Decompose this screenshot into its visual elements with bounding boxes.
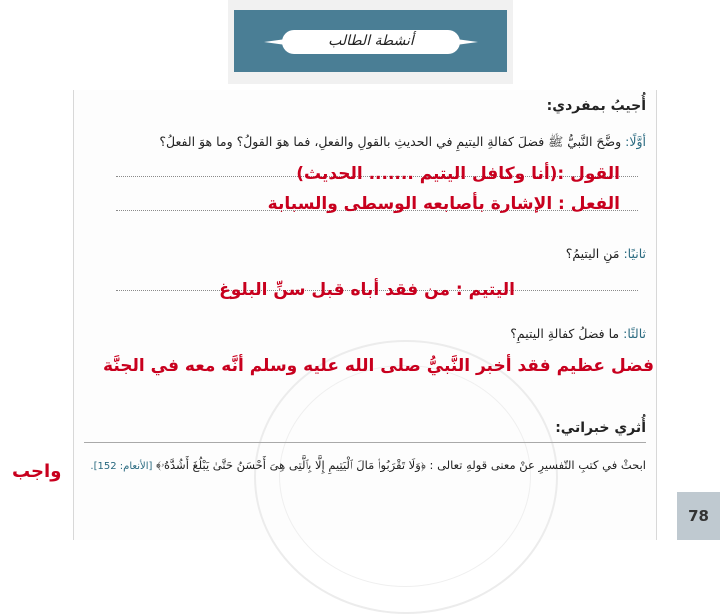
- question-3: [510, 326, 646, 341]
- page-number-box: [677, 492, 720, 540]
- question-3-text: ما فضلُ كفالةِ اليتيمِ؟: [510, 326, 620, 341]
- divider: [84, 442, 646, 443]
- answer-1-action: الفعل : الإشارة بأصابعه الوسطى والسبابة: [267, 194, 620, 214]
- watermark-seal-inner: [279, 365, 531, 587]
- question-1: [159, 134, 646, 153]
- question-2-text: مَنِ اليتيمُ؟: [565, 246, 620, 261]
- page-number: 78: [688, 507, 709, 525]
- answer-3-virtue: فضل عظيم فقد أخبر النَّبيُّ صلى الله عليه وسلم أنَّه معه في الجنَّة: [103, 356, 654, 376]
- question-2: [566, 246, 646, 261]
- question-1-text: وضَّحَ النَّبيُّ ﷺ فضلَ كفالةِ اليتيمِ في الحديثِ بالقولِ والفعلِ، فما هوَ القولُ؟ وما هوَ الفعلُ؟: [159, 134, 622, 149]
- homework-label: واجب: [12, 461, 62, 482]
- question-1-number: أوَّلًا:: [625, 134, 646, 149]
- enrich-task: [90, 458, 646, 473]
- enrich-task-text: ابحثْ في كتبِ التّفسيرِ عنْ معنى قولهِ تعالى : ﴿وَلَا تَقْرَبُوا۟ مَالَ ٱلْيَتِيمِ إِلَّا بِٱلَّتِى هِىَ أَحْسَنُ حَتَّىٰ يَبْلُغَ أَشُدَّهُۥ﴾: [156, 458, 646, 472]
- answer-2-orphan: اليتيم : من فقد أباه قبل سنِّ البلوغ: [219, 280, 515, 300]
- activity-banner: [228, 0, 513, 84]
- banner-pill: [282, 30, 460, 54]
- answer-1-saying: القول :(أنا وكافل اليتيم ....... الحديث): [296, 164, 620, 184]
- question-2-number: ثانيًا:: [623, 246, 646, 261]
- section-heading-solo: أُجيبُ بمفردي:: [546, 98, 646, 114]
- verse-reference: [الأنعام: 152].: [90, 461, 153, 472]
- banner-title: أنشطة الطالب: [328, 33, 414, 49]
- section-heading-enrich: أُثري خبراتي:: [555, 420, 646, 436]
- worksheet-page: [73, 90, 657, 540]
- banner-band: [234, 10, 507, 72]
- question-3-number: ثالثًا:: [623, 326, 646, 341]
